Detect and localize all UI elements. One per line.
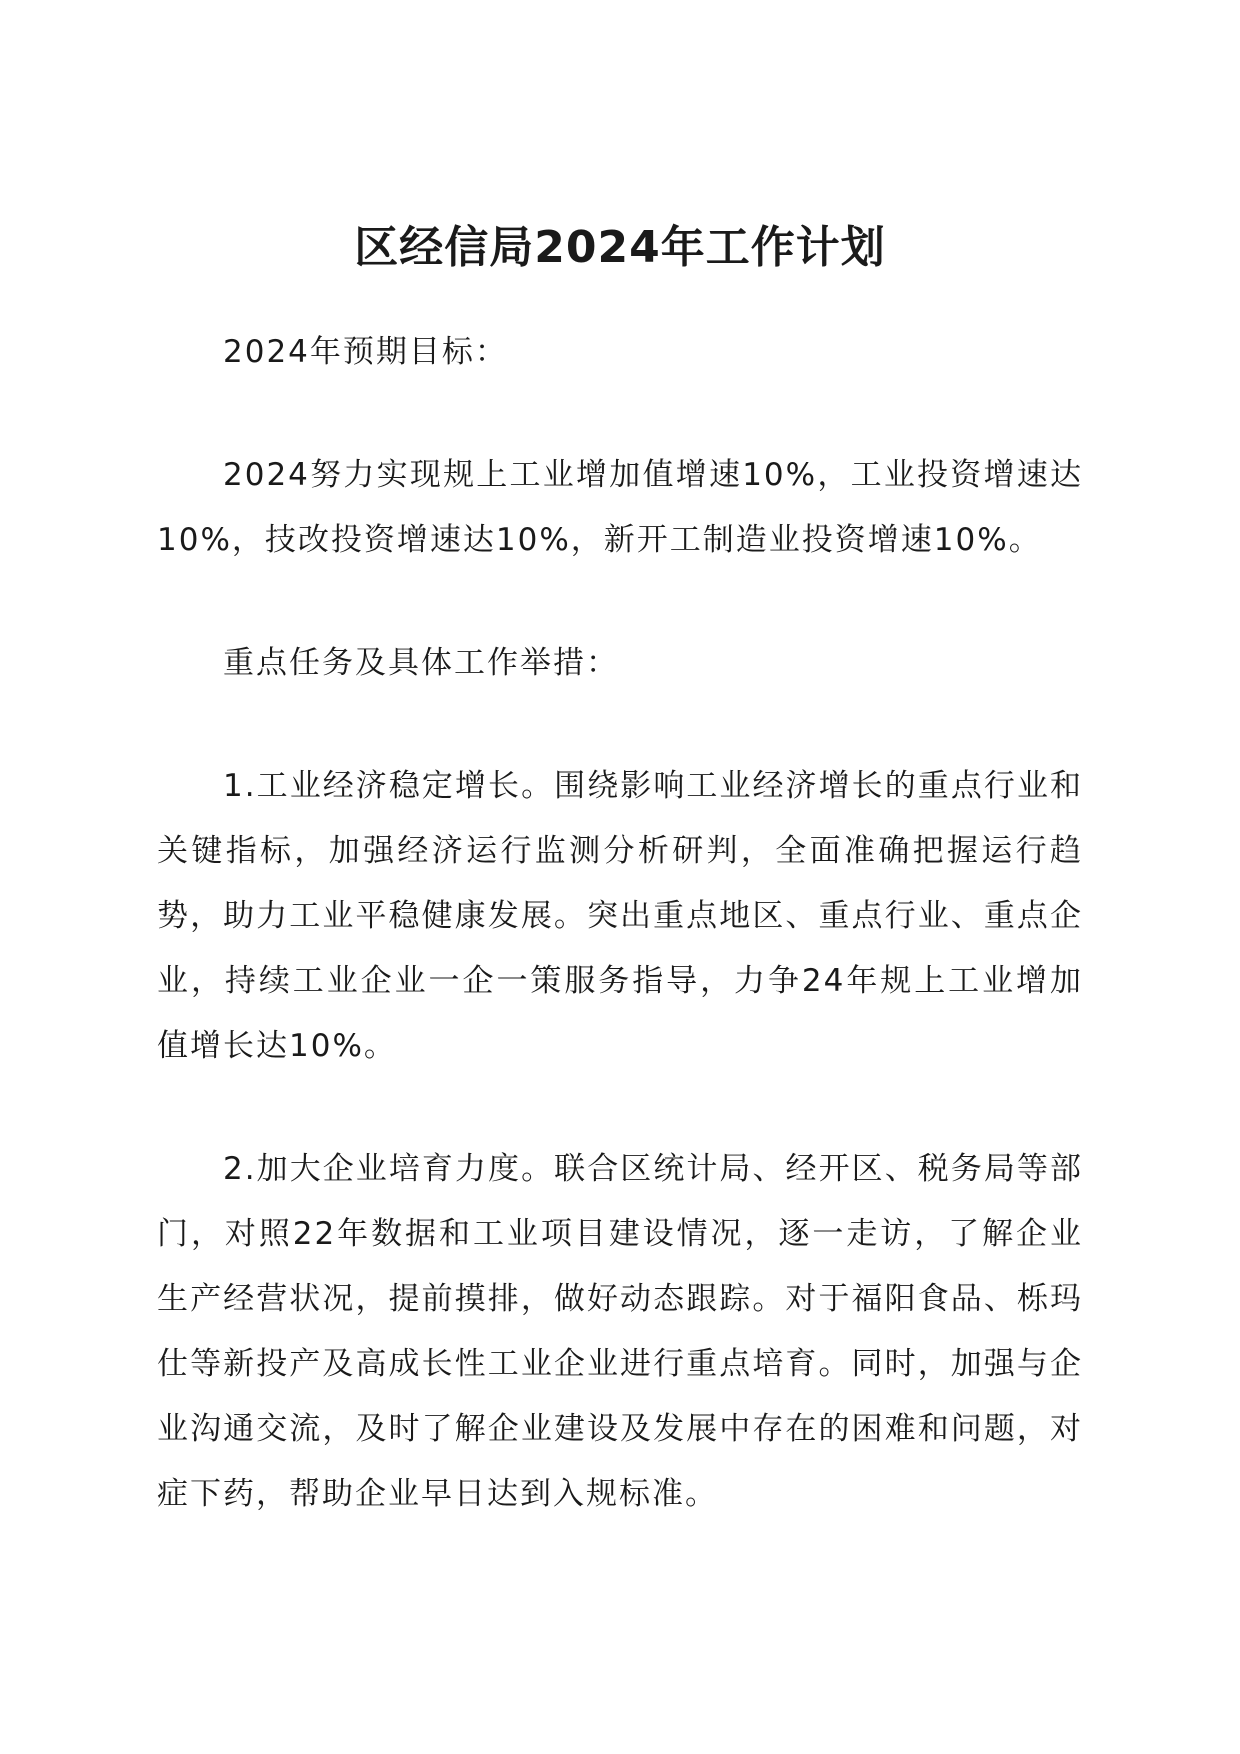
paragraph-spacer	[157, 1079, 1083, 1137]
paragraph-spacer	[157, 385, 1083, 443]
task-1-paragraph: 1.工业经济稳定增长。围绕影响工业经济增长的重点行业和关键指标，加强经济运行监测分析研判，全面准确把握运行趋势，助力工业平稳健康发展。突出重点地区、重点行业、重点企业，持续工业企业一企一策服务指导，力争24年规上工业增加值增长达10%。	[157, 768, 1083, 1064]
document-title: 区经信局2024年工作计划	[354, 222, 886, 273]
tasks-heading: 重点任务及具体工作举措：	[223, 645, 619, 681]
paragraph-spacer	[157, 696, 1083, 754]
paragraph-spacer	[157, 573, 1083, 631]
goals-heading: 2024年预期目标：	[223, 334, 508, 370]
task-2-paragraph: 2.加大企业培育力度。联合区统计局、经开区、税务局等部门，对照22年数据和工业项目建设情况，逐一走访，了解企业生产经营状况，提前摸排，做好动态跟踪。对于福阳食品、栎玛仕等新投产及高成长性工业企业进行重点培育。同时，加强与企业沟通交流，及时了解企业建设及发展中存在的困难和问题，对症下药，帮助企业早日达到入规标准。	[157, 1151, 1083, 1512]
goals-paragraph: 2024努力实现规上工业增加值增速10%，工业投资增速达10%，技改投资增速达10%，新开工制造业投资增速10%。	[157, 457, 1083, 558]
document-body	[157, 320, 1083, 1527]
